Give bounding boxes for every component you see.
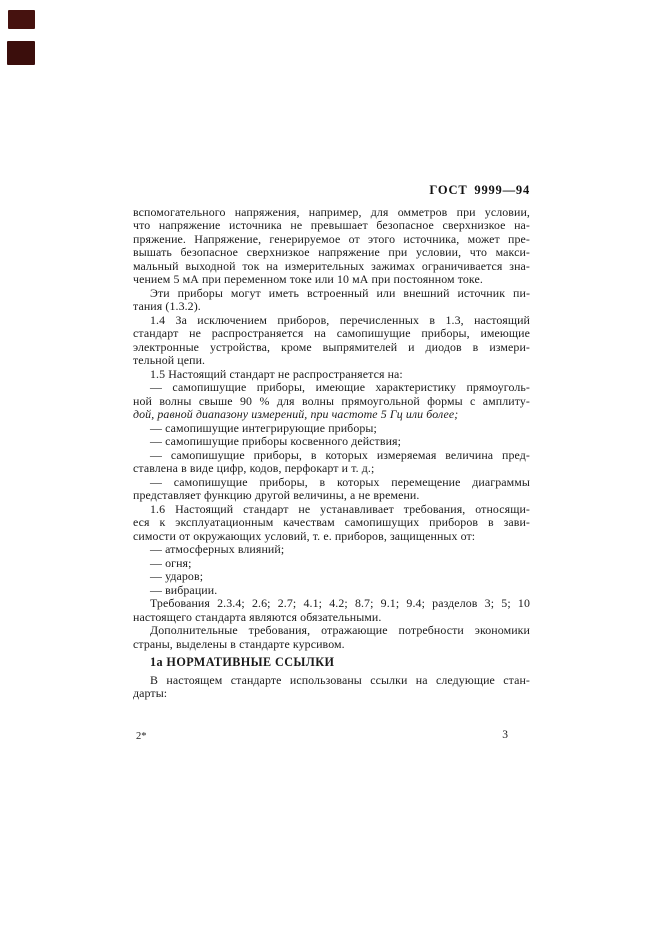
paragraph — [133, 543, 530, 557]
text-line: — вибрации. — [150, 583, 218, 597]
text-line: симости от окружающих условий, т. е. приборов, защищенных от: — [133, 529, 476, 543]
text-line: ной волны свыше 90 % для волны прямоугольной формы с амплиту- — [133, 394, 530, 408]
text-line: дарты: — [133, 687, 168, 700]
text-line: чением 5 мА при переменном токе или 10 мА при постоянном токе. — [133, 273, 483, 286]
text-line: — самопишущие приборы, в которых перемещение диаграммы — [150, 475, 530, 489]
paragraph — [133, 449, 530, 476]
scan-artifact-mark-bottom — [7, 41, 35, 65]
print-signature: 2* — [136, 731, 147, 742]
text-line: ставлена в виде цифр, кодов, перфокарт и т. д.; — [133, 462, 375, 475]
text-line: — огня; — [150, 556, 192, 570]
text-line: — самопишущие приборы, имеющие характеристику прямоуголь- — [150, 381, 530, 394]
text-line: тания (1.3.2). — [133, 300, 201, 313]
text-line: — самопишущие приборы, в которых измеряемая величина пред- — [150, 448, 530, 462]
text-line: 1.6 Настоящий стандарт не устанавливает требования, относящи- — [150, 502, 530, 516]
paragraph — [133, 503, 530, 544]
text-line: 1.4 За исключением приборов, перечисленных в 1.3, настоящий — [150, 313, 530, 327]
text-line: Эти приборы могут иметь встроенный или внешний источник пи- — [150, 286, 530, 300]
text-line: пряжение. Напряжение, генерируемое от этого источника, может пре- — [133, 232, 530, 246]
text-line: вышать безопасное сверхнизкое напряжение при условии, что макси- — [133, 246, 530, 259]
paragraph — [133, 674, 530, 701]
text-line: еся к эксплуатационным качествам самопишущих приборов в зави- — [133, 516, 530, 529]
paragraph — [133, 435, 530, 449]
paragraph — [133, 422, 530, 436]
text-line: стандарт не распространяется на самопишущие приборы, имеющие — [133, 327, 530, 340]
paragraph — [133, 624, 530, 651]
paragraph — [133, 206, 530, 287]
paragraph — [133, 584, 530, 598]
text-line: электронные устройства, кроме выпрямителей и диодов в измери- — [133, 340, 530, 354]
paragraph — [133, 570, 530, 584]
text-line: что напряжение источника не превышает безопасное сверхнизкое на- — [133, 219, 530, 232]
paragraph — [133, 314, 530, 368]
text-line: Дополнительные требования, отражающие потребности экономики — [150, 624, 530, 637]
text-line: настоящего стандарта являются обязательными. — [133, 610, 382, 624]
paragraph — [133, 476, 530, 503]
scan-artifact-mark-top — [8, 10, 35, 29]
text-line: мальный выходной ток на измерительных зажимах ограничивается зна- — [133, 259, 530, 273]
text-line: Требования 2.3.4; 2.6; 2.7; 4.1; 4.2; 8.7; 9.1; 9.4; разделов 3; 5; 10 — [150, 597, 530, 610]
paragraph — [133, 557, 530, 571]
paragraph — [133, 287, 530, 314]
text-line: — ударов; — [150, 570, 204, 583]
text-line: — самопишущие интегрирующие приборы; — [150, 421, 377, 435]
document-code-header: ГОСТ 9999—94 — [429, 183, 530, 197]
text-line: представляет функцию другой величины, а не времени. — [133, 489, 420, 502]
text-line: дой, равной диапазону измерений, при частоте 5 Гц или более; — [133, 408, 459, 421]
text-line: страны, выделены в стандарте курсивом. — [133, 637, 345, 651]
paragraph — [133, 381, 530, 422]
document-body — [133, 206, 530, 701]
text-line: — самопишущие приборы косвенного действия; — [150, 435, 402, 448]
paragraph — [133, 368, 530, 382]
heading-text: 1а НОРМАТИВНЫЕ ССЫЛКИ — [150, 655, 335, 669]
text-line: 1.5 Настоящий стандарт не распространяется на: — [150, 367, 403, 381]
section-heading — [133, 656, 530, 670]
text-line: тельной цепи. — [133, 354, 206, 367]
text-line: — атмосферных влияний; — [150, 543, 285, 556]
paragraph — [133, 597, 530, 624]
text-line: В настоящем стандарте использованы ссылки на следующие стан- — [150, 673, 530, 687]
text-line: вспомогательного напряжения, например, для омметров при условии, — [133, 205, 530, 219]
page-number: 3 — [502, 729, 508, 741]
